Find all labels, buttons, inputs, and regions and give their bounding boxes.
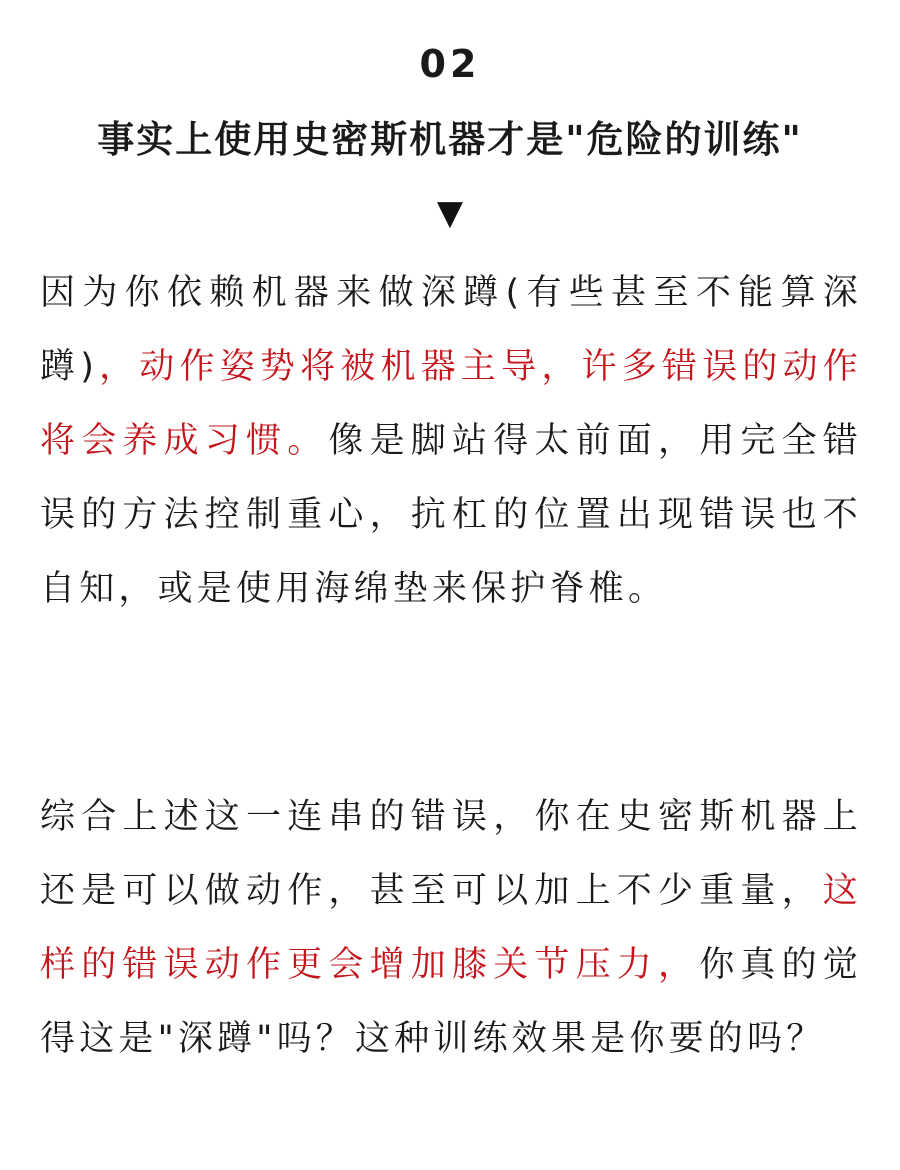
paragraph-2-text-b: 你真的觉得这是"深蹲"吗？这种训练效果是你要的吗？ xyxy=(40,945,863,1059)
paragraph-1-text-b: 像是脚站得太前面，用完全错误的方法控制重心，抗杠的位置出现错误也不自知，或是使用海绵垫来保护脊椎。 xyxy=(40,421,862,609)
section-title: 事实上使用史密斯机器才是"危险的训练" xyxy=(97,118,803,161)
paragraph-2 xyxy=(40,780,862,1076)
paragraph-1-text-a: 因为你依赖机器来做深蹲(有些甚至不能算深蹲) xyxy=(40,273,862,387)
paragraph-1-highlight: ，动作姿势将被机器主导，许多错误的动作将会养成习惯。 xyxy=(40,347,862,461)
section-number: 02 xyxy=(419,42,481,86)
paragraph-2-text-a: 综合上述这一连串的错误，你在史密斯机器上还是可以做动作，甚至可以加上不少重量， xyxy=(40,797,862,911)
paragraph-2-highlight: 这样的错误动作更会增加膝关节压力， xyxy=(40,871,862,985)
paragraph-1 xyxy=(40,256,862,626)
down-arrow-icon: ▼ xyxy=(436,193,464,233)
